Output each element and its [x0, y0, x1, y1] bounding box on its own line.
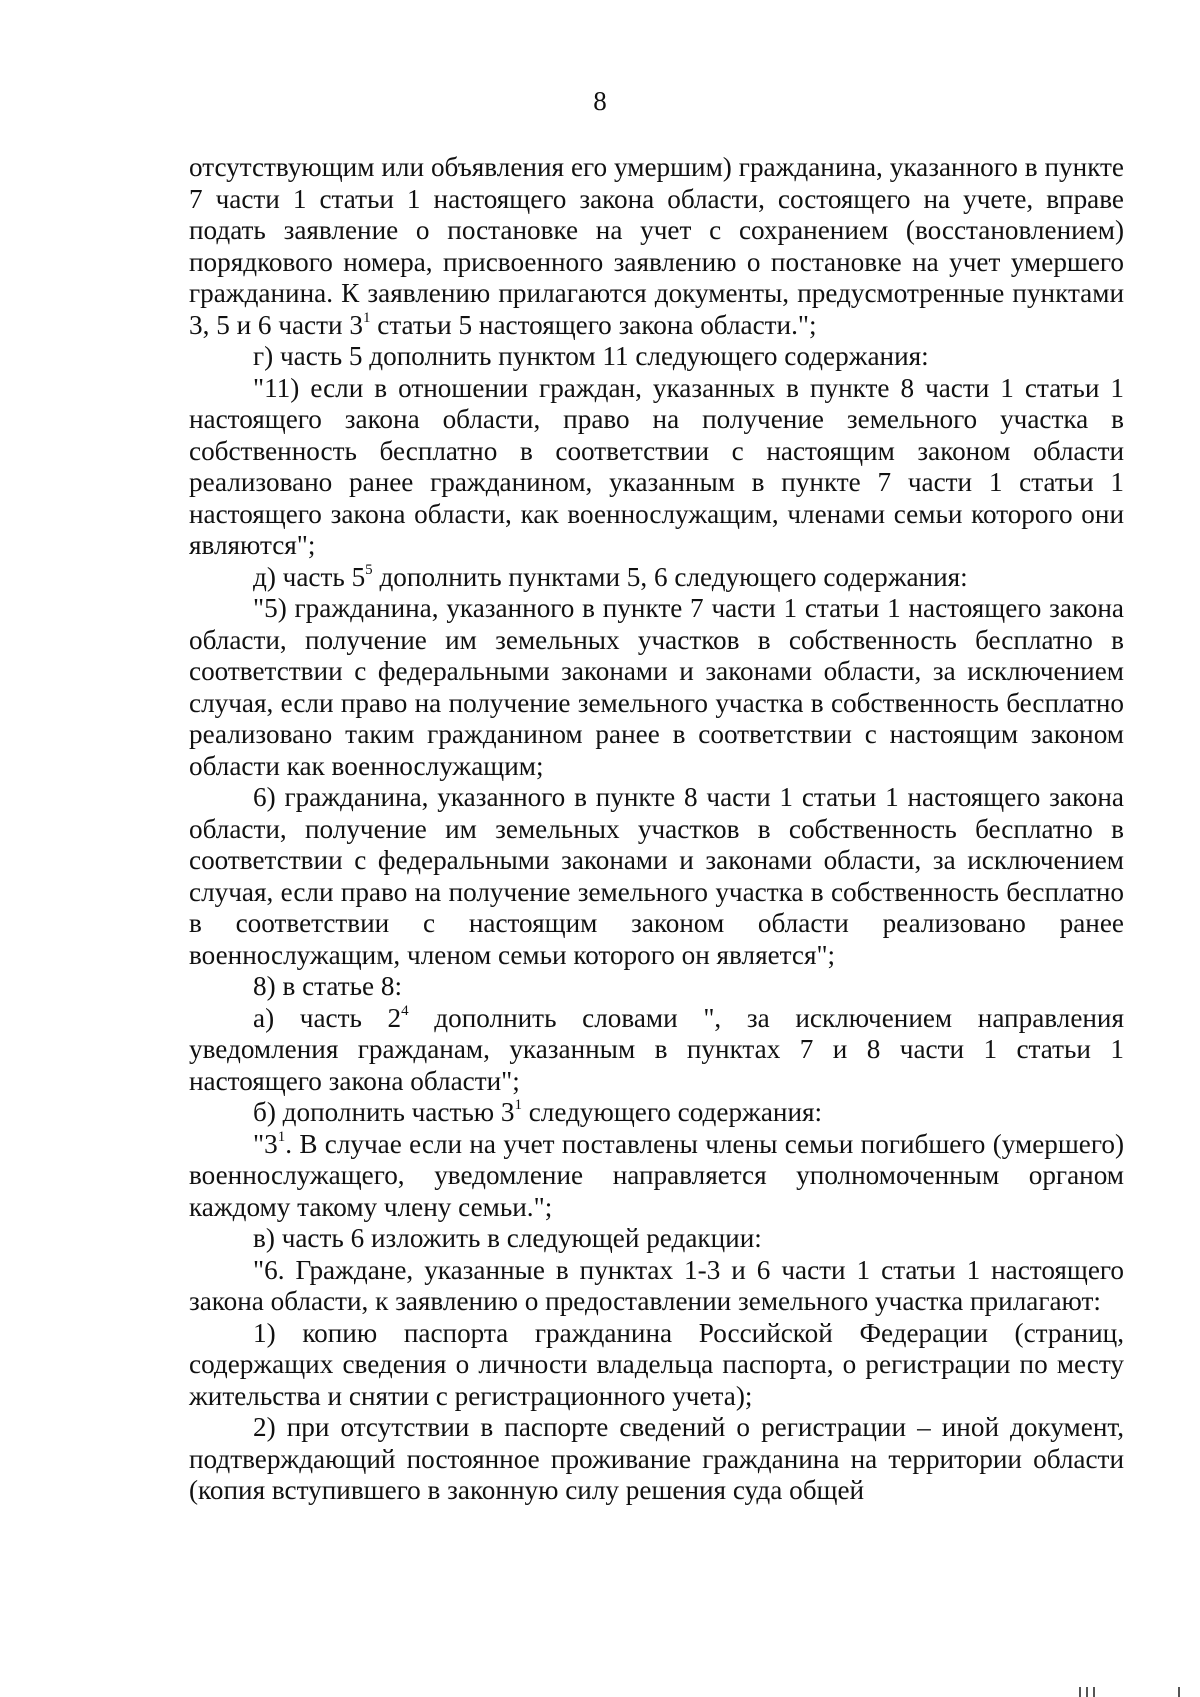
text-run: "6. Граждане, указанные в пунктах 1-3 и 6 части 1 статьи 1 настоящего закона области, к заявлению о предоставлении земельного участка прилагают: [189, 1254, 1124, 1316]
text-run: 6) гражданина, указанного в пункте 8 части 1 статьи 1 настоящего закона области, получение им земельных участков в собственность бесплатно в соответствии с федеральными законами и законами области, за исключением случая, если право на получение земельного участка в собственность бесплатно в соответствии с настоящим законом области реализовано ранее военнослужащим, членом семьи которого он является"; [189, 782, 1124, 970]
page-number: 8 [593, 86, 607, 116]
text-run: б) дополнить частью 3 [253, 1097, 515, 1127]
text-run: дополнить словами ", за исключением направления уведомления гражданам, указанным в пунктах 7 и 8 части 1 статьи 1 настоящего закона области"; [189, 1002, 1124, 1096]
text-run: следующего содержания: [521, 1097, 823, 1127]
text-run: "3 [253, 1128, 278, 1159]
superscript: 1 [277, 1128, 286, 1145]
paragraph [189, 593, 1124, 782]
paragraph [189, 373, 1124, 562]
scan-artifact [1178, 1687, 1180, 1697]
superscript: 1 [362, 309, 371, 326]
text-run: отсутствующим или объявления его умершим) гражданина, указанного в пункте 7 части 1 статьи 1 настоящего закона области, состоящего на учете, вправе подать заявление о постановке на учет с сохранением (восстановлением) порядкового номера, присвоенного заявлению о постановке на учет умершего гражданина. К заявлению прилагаются документы, предусмотренные пунктами 3, 5 и 6 части 3 [189, 152, 1124, 340]
superscript: 4 [401, 1002, 409, 1019]
text-run: "11) если в отношении граждан, указанных в пункте 8 части 1 статьи 1 настоящего закона области, право на получение земельного участка в собственность бесплатно в соответствии с настоящим законом области реализовано ранее гражданином, указанным в пункте 7 части 1 статьи 1 настоящего закона области, как военнослужащим, членами семьи которого они являются"; [189, 372, 1124, 560]
text-run: а) часть 2 [253, 1002, 402, 1033]
scan-artifact [1093, 1687, 1095, 1697]
text-run: д) часть 5 [253, 561, 366, 592]
paragraph [189, 1255, 1124, 1318]
scan-artifact [1086, 1687, 1088, 1697]
text-run: дополнить пунктами 5, 6 следующего содержания: [372, 561, 968, 592]
paragraph [189, 971, 1124, 1003]
scan-artifact [1079, 1687, 1081, 1697]
text-run: г) часть 5 дополнить пунктом 11 следующего содержания: [253, 341, 929, 371]
paragraph [189, 562, 1124, 594]
paragraph [189, 152, 1124, 341]
text-run: в) часть 6 изложить в следующей редакции: [253, 1223, 762, 1253]
text-run: . В случае если на учет поставлены члены семьи погибшего (умершего) военнослужащего, уведомление направляется уполномоченным органом каждому такому члену семьи."; [189, 1128, 1124, 1222]
paragraph [189, 1003, 1124, 1098]
paragraph [189, 782, 1124, 971]
paragraph [189, 1129, 1124, 1224]
superscript: 5 [365, 561, 373, 578]
text-run: 1) копию паспорта гражданина Российской Федерации (страниц, содержащих сведения о личности владельца паспорта, о регистрации по месту жительства и снятии с регистрационного учета); [189, 1317, 1124, 1411]
text-run: 8) в статье 8: [253, 971, 403, 1001]
document-body [189, 152, 1124, 1507]
paragraph [189, 1097, 1124, 1129]
text-run: 2) при отсутствии в паспорте сведений о регистрации – иной документ, подтверждающий постоянное проживание гражданина на территории области (копия вступившего в законную силу решения суда общей [189, 1412, 1124, 1505]
paragraph [189, 1412, 1124, 1507]
superscript: 1 [514, 1097, 522, 1113]
paragraph [189, 1318, 1124, 1413]
paragraph [189, 341, 1124, 373]
text-run: статьи 5 настоящего закона области."; [370, 309, 817, 340]
text-run: "5) гражданина, указанного в пункте 7 части 1 статьи 1 настоящего закона области, получение им земельных участков в собственность бесплатно в соответствии с федеральными законами и законами области, за исключением случая, если право на получение земельного участка в собственность бесплатно реализовано таким гражданином ранее в соответствии с настоящим законом области как военнослужащим; [189, 593, 1124, 781]
paragraph [189, 1223, 1124, 1255]
